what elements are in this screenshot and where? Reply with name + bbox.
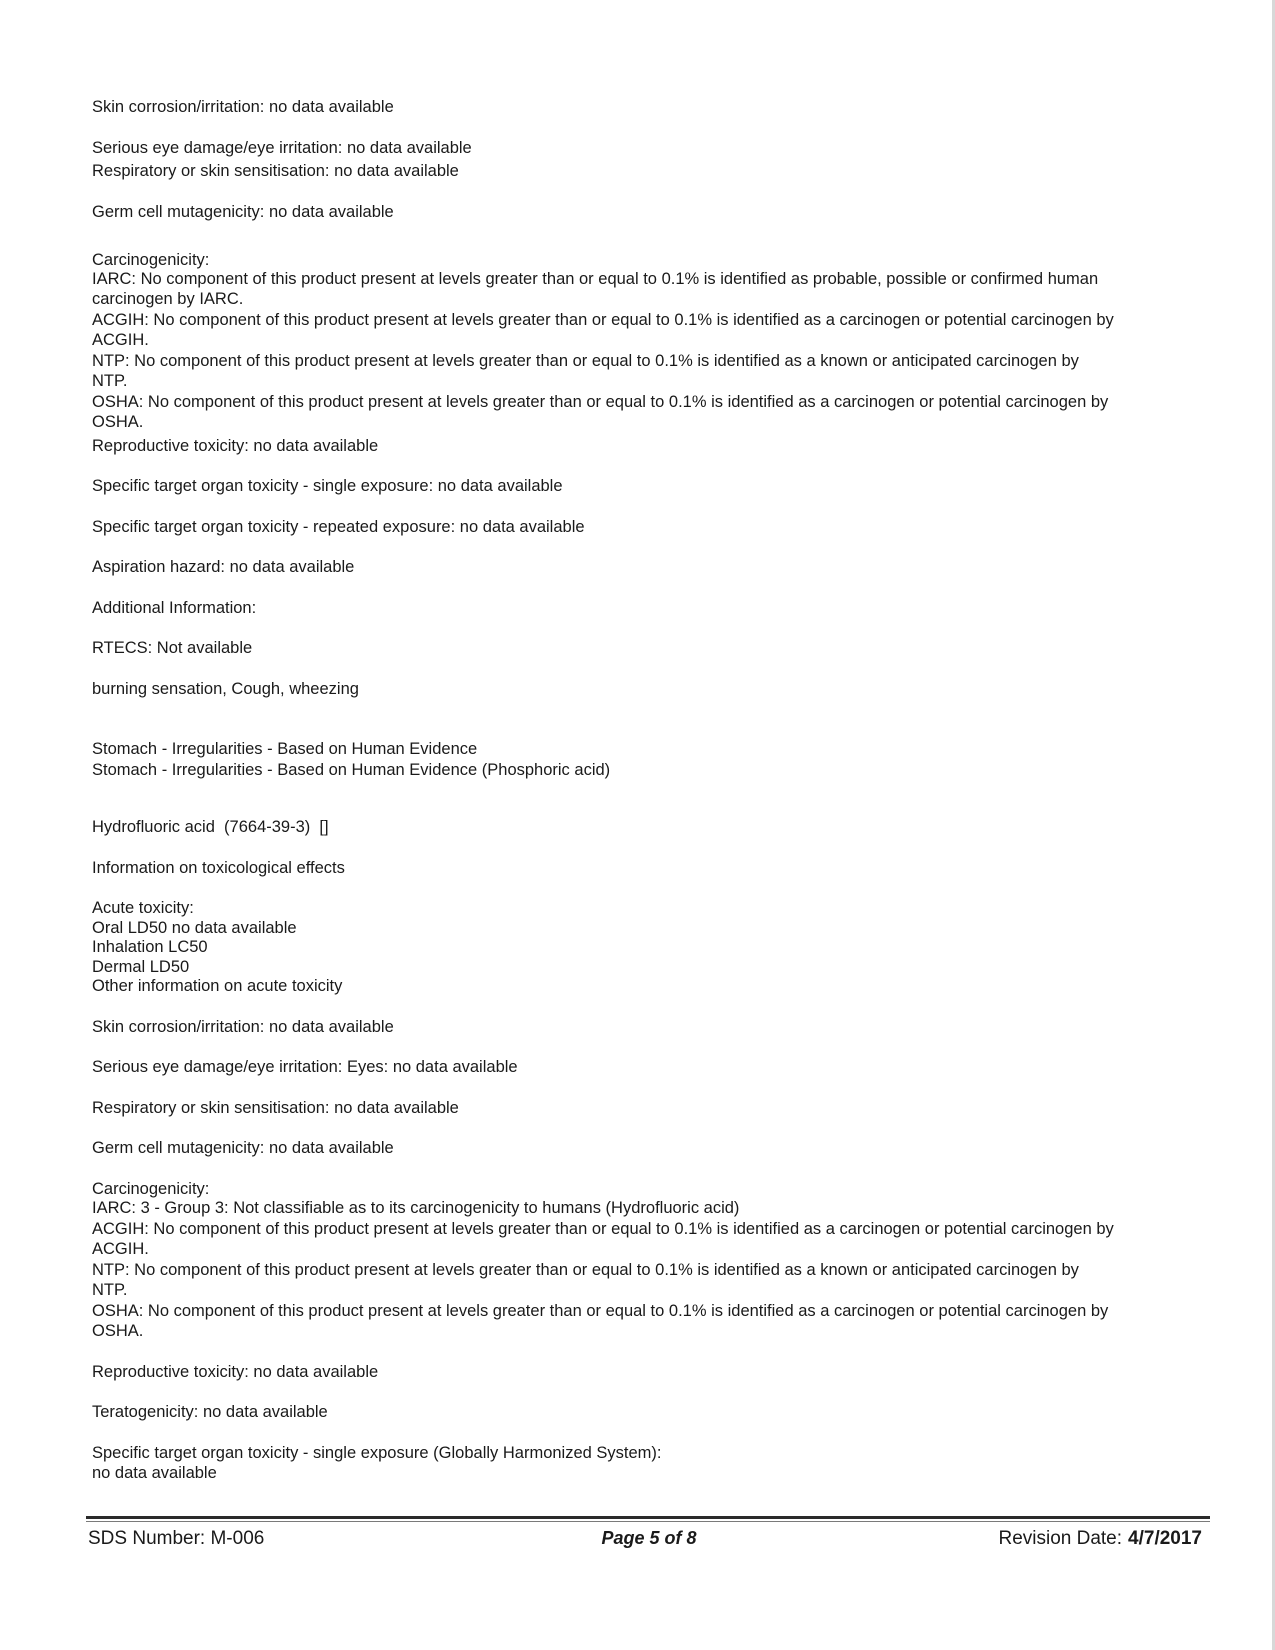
text-line: NTP. — [92, 372, 128, 390]
text-line: OSHA: No component of this product present at levels greater than or equal to 0.1% is identified as a carcinogen or potential carcinogen by — [92, 1301, 1109, 1320]
paragraph — [92, 97, 1212, 118]
paragraph — [92, 1402, 1212, 1423]
paragraph — [92, 557, 1212, 578]
text-line: Stomach - Irregularities - Based on Human Evidence — [92, 740, 478, 758]
revision-date: 4/7/2017 — [1128, 1528, 1202, 1549]
text-line: Other information on acute toxicity — [92, 977, 343, 995]
text-line: Specific target organ toxicity - single exposure: no data available — [92, 477, 563, 495]
text-line: Stomach - Irregularities - Based on Human Evidence (Phosphoric acid) — [92, 760, 611, 779]
paragraph — [92, 1098, 1212, 1119]
paragraph — [92, 1017, 1212, 1038]
text-line: Teratogenicity: no data available — [92, 1403, 328, 1421]
text-line: Aspiration hazard: no data available — [92, 558, 355, 576]
page-footer — [88, 1528, 1210, 1558]
text-line: Dermal LD50 — [92, 957, 190, 976]
paragraph — [92, 1138, 1212, 1159]
substance-heading — [92, 817, 1212, 838]
text-line: Carcinogenicity: — [92, 251, 210, 269]
text-line: Germ cell mutagenicity: no data available — [92, 202, 394, 221]
text-line: Reproductive toxicity: no data available — [92, 1362, 379, 1381]
revision-label: Revision Date: — [998, 1528, 1123, 1549]
text-line: OSHA: No component of this product present at levels greater than or equal to 0.1% is identified as a carcinogen or potential carcinogen by — [92, 392, 1109, 411]
paragraph — [92, 598, 1212, 619]
paragraph — [92, 739, 1212, 780]
text-line: Oral LD50 no data available — [92, 918, 297, 937]
carcinogenicity-block — [92, 250, 1212, 456]
document-body — [92, 97, 1212, 1484]
text-line: OSHA. — [92, 413, 144, 431]
text-line: OSHA. — [92, 1322, 144, 1340]
carcinogenicity-block — [92, 1179, 1212, 1342]
text-line: IARC: 3 - Group 3: Not classifiable as to its carcinogenicity to humans (Hydrofluoric acid) — [92, 1199, 740, 1217]
text-line: Carcinogenicity: — [92, 1179, 210, 1198]
paragraph — [92, 476, 1212, 497]
text-line: ACGIH: No component of this product present at levels greater than or equal to 0.1% is identified as a carcinogen or potential carcinogen by — [92, 1219, 1114, 1238]
text-line: Specific target organ toxicity - repeated exposure: no data available — [92, 517, 585, 536]
paragraph — [92, 679, 1212, 700]
text-line: ACGIH. — [92, 1240, 149, 1258]
acute-toxicity-block — [92, 898, 1212, 997]
text-line: Hydrofluoric acid (7664-39-3) [] — [92, 818, 329, 836]
text-line: Acute toxicity: — [92, 899, 194, 917]
text-line: Serious eye damage/eye irritation: no data available — [92, 138, 472, 157]
text-line: Respiratory or skin sensitisation: no data available — [92, 162, 459, 180]
paragraph — [92, 202, 1212, 223]
text-line: Additional Information: — [92, 598, 257, 617]
paragraph — [92, 1443, 1212, 1484]
text-line: RTECS: Not available — [92, 639, 253, 657]
paragraph — [92, 1057, 1212, 1078]
text-line: NTP: No component of this product present at levels greater than or equal to 0.1% is identified as a known or anticipated carcinogen by — [92, 351, 1079, 370]
text-line: Serious eye damage/eye irritation: Eyes: no data available — [92, 1058, 518, 1076]
paragraph — [92, 517, 1212, 538]
text-line: NTP: No component of this product present at levels greater than or equal to 0.1% is identified as a known or anticipated carcinogen by — [92, 1260, 1079, 1279]
text-line: carcinogen by IARC. — [92, 290, 244, 308]
footer-divider-thin — [86, 1521, 1210, 1522]
footer-divider — [86, 1516, 1210, 1519]
text-line: NTP. — [92, 1281, 128, 1299]
text-line: Respiratory or skin sensitisation: no data available — [92, 1098, 459, 1117]
paragraph — [92, 1362, 1212, 1383]
text-line: Skin corrosion/irritation: no data available — [92, 1017, 394, 1036]
paragraph — [92, 138, 1212, 182]
text-line: Information on toxicological effects — [92, 858, 345, 877]
paragraph — [92, 638, 1212, 659]
text-line: no data available — [92, 1464, 217, 1482]
text-line: Germ cell mutagenicity: no data available — [92, 1139, 394, 1157]
text-line: ACGIH. — [92, 331, 149, 349]
text-line: Inhalation LC50 — [92, 938, 208, 956]
text-line: Specific target organ toxicity - single exposure (Globally Harmonized System): — [92, 1443, 662, 1462]
text-line: ACGIH: No component of this product present at levels greater than or equal to 0.1% is identified as a carcinogen or potential carcinogen by — [92, 310, 1114, 329]
text-line: IARC: No component of this product present at levels greater than or equal to 0.1% is identified as probable, possible or confirmed human — [92, 269, 1099, 288]
sds-number: SDS Number: M-006 — [88, 1528, 265, 1549]
revision-date-group — [998, 1528, 1202, 1550]
text-line: Skin corrosion/irritation: no data available — [92, 98, 394, 116]
page-number: Page 5 of 8 — [601, 1528, 697, 1548]
text-line: burning sensation, Cough, wheezing — [92, 679, 359, 698]
text-line: Reproductive toxicity: no data available — [92, 436, 379, 455]
paragraph — [92, 858, 1212, 879]
